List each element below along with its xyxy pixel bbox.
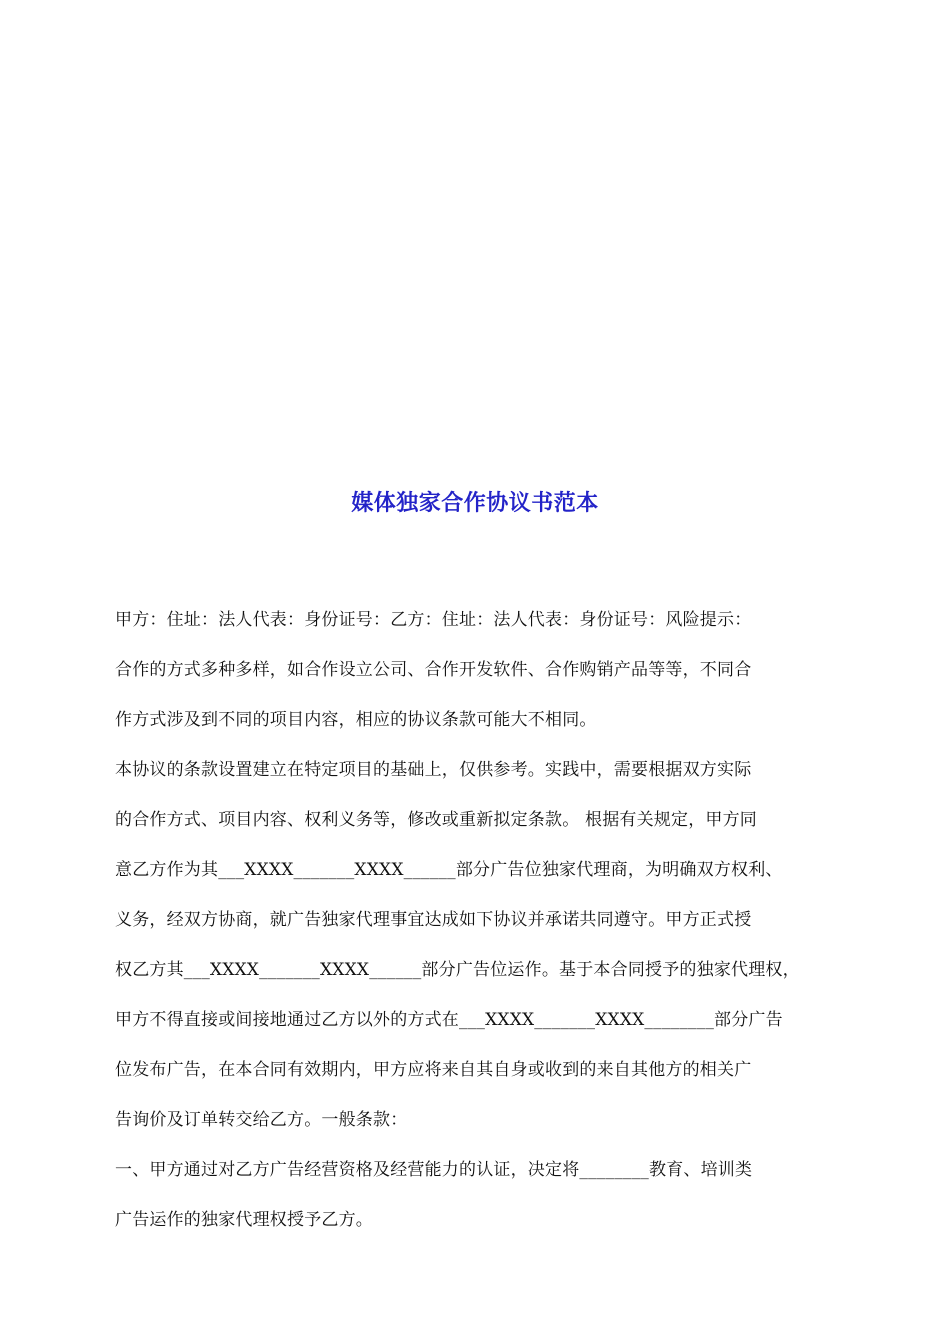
body-line-12: 一、甲方通过对乙方广告经营资格及经营能力的认证，决定将________教育、培训类 <box>115 1160 753 1180</box>
document-title: 媒体独家合作协议书范本 <box>351 490 599 516</box>
body-line-2: 合作的方式多种多样，如合作设立公司、合作开发软件、合作购销产品等等，不同合 <box>115 660 752 680</box>
document-body <box>115 600 845 1250</box>
body-line-11: 告询价及订单转交给乙方。一般条款： <box>115 1110 408 1130</box>
body-line-13: 广告运作的独家代理权授予乙方。 <box>115 1210 373 1230</box>
body-line-9: 甲方不得直接或间接地通过乙方以外的方式在___XXXX_______XXXX________部分广告 <box>115 1010 783 1030</box>
body-line-1: 甲方：住址：法人代表：身份证号：乙方：住址：法人代表：身份证号：风险提示： <box>115 610 752 630</box>
body-line-4: 本协议的条款设置建立在特定项目的基础上，仅供参考。实践中，需要根据双方实际 <box>115 760 752 780</box>
body-line-5: 的合作方式、项目内容、权利义务等，修改或重新拟定条款。 根据有关规定，甲方同 <box>115 810 758 830</box>
body-line-10: 位发布广告，在本合同有效期内，甲方应将来自其自身或收到的来自其他方的相关广 <box>115 1060 752 1080</box>
body-line-6: 意乙方作为其___XXXX_______XXXX______部分广告位独家代理商，为明确双方权利、 <box>115 860 783 880</box>
body-line-8: 权乙方其___XXXX_______XXXX______部分广告位运作。基于本合同授予的独家代理权， <box>115 960 800 980</box>
body-line-3: 作方式涉及到不同的项目内容，相应的协议条款可能大不相同。 <box>115 710 597 730</box>
body-line-7: 义务，经双方协商，就广告独家代理事宜达成如下协议并承诺共同遵守。甲方正式授 <box>115 910 752 930</box>
